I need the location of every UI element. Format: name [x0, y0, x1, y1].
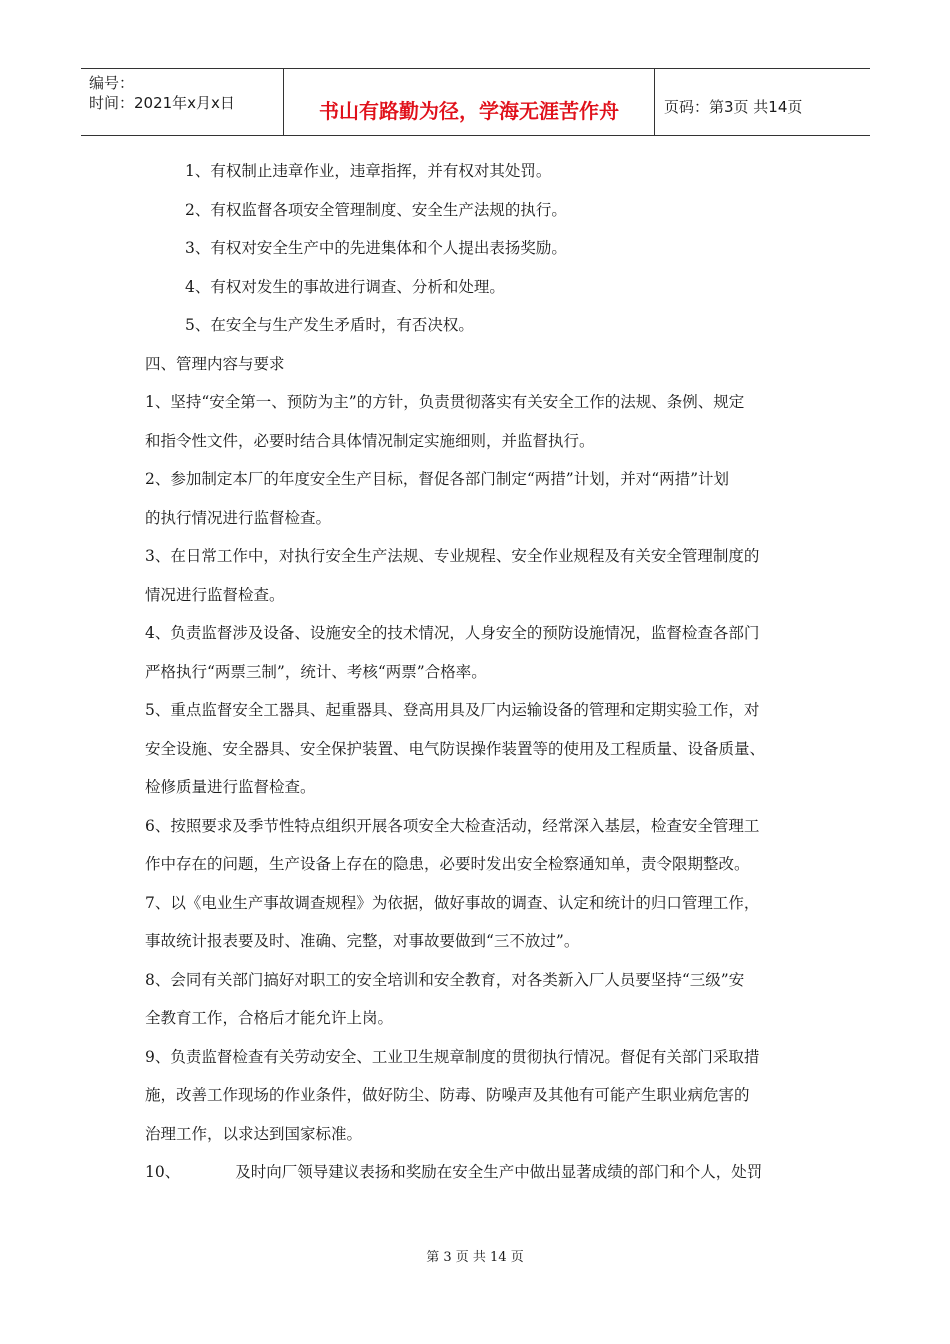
- header-motto-cell: [284, 69, 655, 135]
- document-body: [145, 152, 810, 1192]
- rights-item: 1、有权制止违章作业，违章指挥，并有权对其处罚。: [185, 162, 552, 180]
- requirement-line: 3、在日常工作中，对执行安全生产法规、专业规程、安全作业规程及有关安全管理制度的: [145, 547, 760, 565]
- requirement-line: 情况进行监督检查。: [145, 585, 285, 604]
- requirement-line: 治理工作，以求达到国家标准。: [145, 1124, 363, 1143]
- rights-item: 4、有权对发生的事故进行调查、分析和处理。: [185, 277, 505, 296]
- rights-item: 3、有权对安全生产中的先进集体和个人提出表扬奖励。: [185, 239, 567, 257]
- rights-item: 2、有权监督各项安全管理制度、安全生产法规的执行。: [185, 200, 567, 219]
- requirement-line: 作中存在的问题，生产设备上存在的隐患，必要时发出安全检察通知单，责令限期整改。: [145, 855, 750, 873]
- requirement-line: 施，改善工作现场的作业条件，做好防尘、防毒、防噪声及其他有可能产生职业病危害的: [145, 1086, 750, 1104]
- requirement-line: 严格执行“两票三制”，统计、考核“两票”合格率。: [145, 662, 487, 681]
- requirement-line: 9、负责监督检查有关劳动安全、工业卫生规章制度的贯彻执行情况。督促有关部门采取措: [145, 1047, 760, 1066]
- item-10-number: 10、: [145, 1163, 181, 1181]
- header-page-info: 页码：第3页 共14页: [664, 98, 803, 116]
- document-number-label: 编号：: [89, 74, 135, 92]
- requirement-line: 和指令性文件，必要时结合具体情况制定实施细则，并监督执行。: [145, 431, 595, 450]
- requirement-line: 检修质量进行监督检查。: [145, 778, 316, 796]
- requirement-line: 6、按照要求及季节性特点组织开展各项安全大检查活动，经常深入基层，检查安全管理工: [145, 816, 760, 835]
- requirement-line: 5、重点监督安全工器具、起重器具、登高用具及厂内运输设备的管理和定期实验工作，对: [145, 701, 760, 719]
- document-date-label: 时间：2021年x月x日: [89, 94, 235, 112]
- requirement-line: 事故统计报表要及时、准确、完整，对事故要做到“三不放过”。: [145, 932, 580, 950]
- page-header: [81, 68, 870, 136]
- requirement-line: 全教育工作，合格后才能允许上岗。: [145, 1009, 394, 1027]
- requirement-line: 7、以《电业生产事故调查规程》为依据，做好事故的调查、认定和统计的归口管理工作，: [145, 893, 760, 912]
- header-page-cell: [655, 69, 870, 135]
- requirement-line: 的执行情况进行监督检查。: [145, 508, 332, 527]
- requirement-line: 8、会同有关部门搞好对职工的安全培训和安全教育，对各类新入厂人员要坚持“三级”安: [145, 970, 745, 989]
- header-meta: [81, 69, 284, 135]
- requirement-line: 4、负责监督涉及设备、设施安全的技术情况，人身安全的预防设施情况，监督检查各部门: [145, 624, 760, 642]
- rights-item: 5、在安全与生产发生矛盾时，有否决权。: [185, 316, 474, 334]
- page-footer: 第 3 页 共 14 页: [426, 1250, 524, 1265]
- header-motto: 书山有路勤为径，学海无涯苦作舟: [319, 99, 619, 123]
- requirement-line: 安全设施、安全器具、安全保护装置、电气防误操作装置等的使用及工程质量、设备质量、: [145, 739, 766, 758]
- section-title: 四、管理内容与要求: [145, 354, 285, 373]
- item-10-text: 及时向厂领导建议表扬和奖励在安全生产中做出显著成绩的部门和个人，处罚: [235, 1163, 763, 1181]
- requirement-line: 2、参加制定本厂的年度安全生产目标，督促各部门制定“两措”计划，并对“两措”计划: [145, 470, 730, 488]
- requirement-line: 1、坚持“安全第一、预防为主”的方针，负责贯彻落实有关安全工作的法规、条例、规定: [145, 393, 745, 411]
- requirement-item-10: [145, 1153, 810, 1192]
